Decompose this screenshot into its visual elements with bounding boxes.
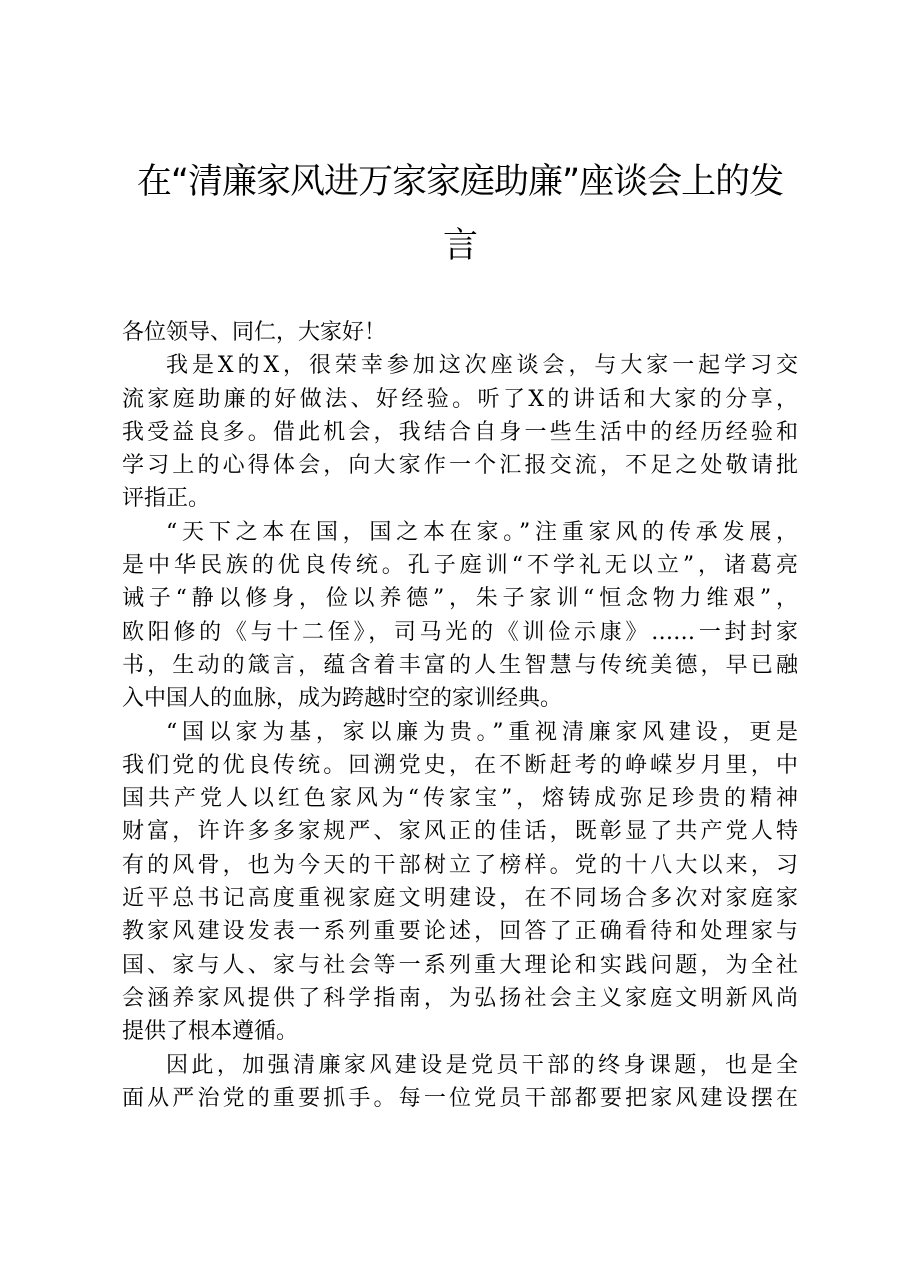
paragraph-line: “国以家为基，家以廉为贵。”重视清廉家风建设，更是 (166, 719, 798, 745)
greeting: 各位领导、同仁，大家好！ (122, 320, 387, 345)
paragraph-line: 我受益良多。借此机会，我结合自身一些生活中的经历经验和 (122, 419, 798, 445)
paragraph-line: 近平总书记高度重视家庭文明建设，在不同场合多次对家庭家 (122, 886, 798, 912)
paragraph-line: 财富，许许多多家规严、家风正的佳话，既彰显了共产党人特 (122, 819, 798, 845)
paragraph-line: 是中华民族的优良传统。孔子庭训“不学礼无以立”，诸葛亮 (122, 553, 798, 579)
paragraph-line: 面从严治党的重要抓手。每一位党员干部都要把家风建设摆在 (122, 1085, 798, 1111)
paragraph-line: 我们党的优良传统。回溯党史，在不断赶考的峥嵘岁月里，中 (122, 752, 798, 778)
paragraph-1 (122, 349, 798, 515)
paragraph-4 (122, 1049, 798, 1116)
paragraph-line: 入中国人的血脉，成为跨越时空的家训经典。 (122, 686, 563, 712)
paragraph-line: 诫子“静以修身，俭以养德”，朱子家训“恒念物力维艰”， (122, 586, 798, 612)
paragraph-line: 国共产党人以红色家风为“传家宝”，熔铸成弥足珍贵的精神 (122, 786, 798, 812)
paragraph-3 (122, 716, 798, 1049)
paragraph-line: 学习上的心得体会，向大家作一个汇报交流，不足之处敬请批 (122, 453, 798, 479)
paragraph-line: 评指正。 (122, 486, 211, 512)
paragraph-line: 有的风骨，也为今天的干部树立了榜样。党的十八大以来，习 (122, 852, 798, 878)
paragraph-line: 提供了根本遵循。 (122, 1019, 299, 1045)
document-body (122, 316, 798, 1115)
paragraph-line: 会涵养家风提供了科学指南，为弘扬社会主义家庭文明新风尚 (122, 985, 798, 1011)
paragraph-line: 我是X的X，很荣幸参加这次座谈会，与大家一起学习交 (166, 353, 798, 379)
document-title (110, 150, 810, 278)
paragraph-line: 教家风建设发表一系列重要论述，回答了正确看待和处理家与 (122, 919, 798, 945)
title-line: 言 (442, 226, 477, 266)
paragraph-line: 书，生动的箴言，蕴含着丰富的人生智慧与传统美德，早已融 (122, 652, 798, 678)
paragraph-line: “天下之本在国，国之本在家。”注重家风的传承发展， (166, 519, 798, 545)
paragraph-line: 国、家与人、家与社会等一系列重大理论和实践问题，为全社 (122, 952, 798, 978)
paragraph-line: 因此，加强清廉家风建设是党员干部的终身课题，也是全 (166, 1052, 798, 1078)
paragraph-line: 欧阳修的《与十二侄》，司马光的《训俭示康》……一封封家 (122, 619, 798, 645)
paragraph-line: 流家庭助廉的好做法、好经验。听了X的讲话和大家的分享， (122, 386, 798, 412)
paragraph-2 (122, 516, 798, 716)
title-line: 在“清廉家风进万家家庭助廉”座谈会上的发 (136, 162, 784, 202)
